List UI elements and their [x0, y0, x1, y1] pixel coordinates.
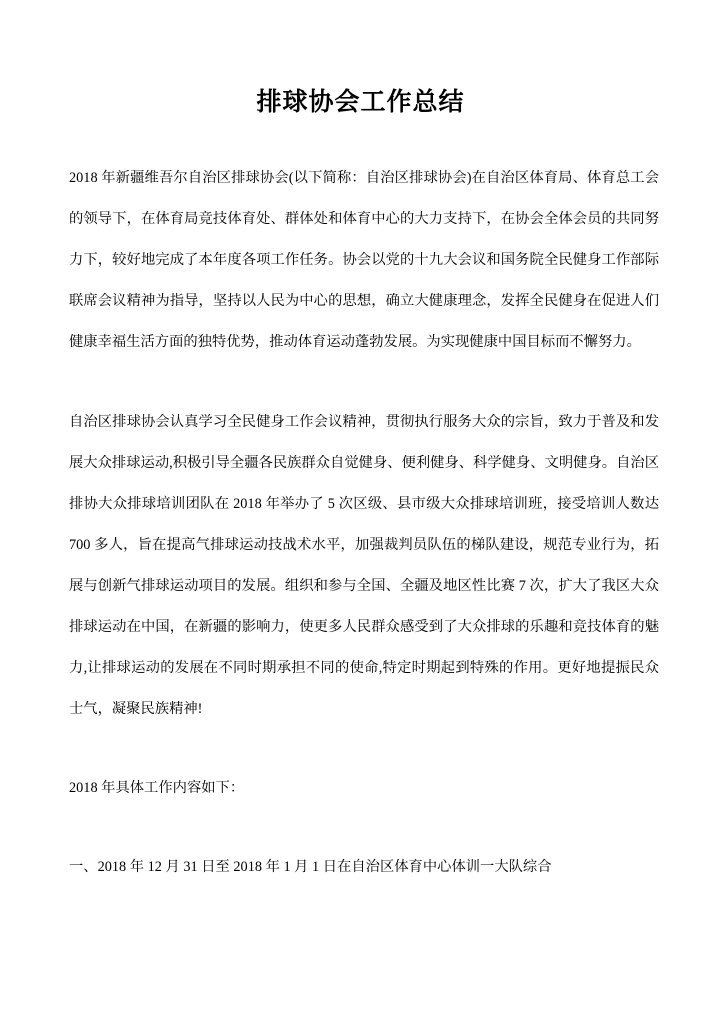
paragraph-spacer: [62, 363, 659, 402]
page-title: 排球协会工作总结: [256, 88, 465, 116]
paragraph-4: 一、2018 年 12 月 31 日至 2018 年 1 月 1 日在自治区体育中心体训一大队综合: [69, 859, 552, 875]
paragraph-3: 2018 年具体工作内容如下：: [69, 780, 245, 796]
paragraph-2: 自治区排球协会认真学习全民健身工作会议精神，贯彻执行服务大众的宗旨，致力于普及和发展大众排球运动,积极引导全疆各民族群众自觉健身、便利健身、科学健身、文明健身。自治区排协大众排球培训团队在 2018 年举办了 5 次区级、县市级大众排球培训班，接受培训人数达 700 多人，旨在提高气排球运动技战术水平，加强裁判员队伍的梯队建设，规范专业行为，拓展与创新气排球运动项目的发展。组织和参与全国、全疆及地区性比赛 7 次，扩大了我区大众排球运动在中国，在新疆的影响力，使更多人民群众感受到了大众排球的乐趣和竞技体育的魅力,让排球运动的发展在不同时期承担不同的使命,特定时期起到特殊的作用。更好地提振民众士气，凝聚民族精神!: [69, 414, 659, 717]
paragraph-spacer: [62, 809, 659, 847]
paragraph-spacer: [62, 730, 659, 768]
document-body: [62, 158, 659, 888]
paragraph-1: 2018 年新疆维吾尔自治区排球协会(以下简称：自治区排球协会)在自治区体育局、体育总工会的领导下，在体育局竞技体育处、群体处和体育中心的大力支持下，在协会全体会员的共同努力下，较好地完成了本年度各项工作任务。协会以党的十九大会议和国务院全民健身工作部际联席会议精神为指导，坚持以人民为中心的思想，确立大健康理念，发挥全民健身在促进人们健康幸福生活方面的独特优势，推动体育运动蓬勃发展。为实现健康中国目标而不懈努力。: [69, 170, 659, 350]
